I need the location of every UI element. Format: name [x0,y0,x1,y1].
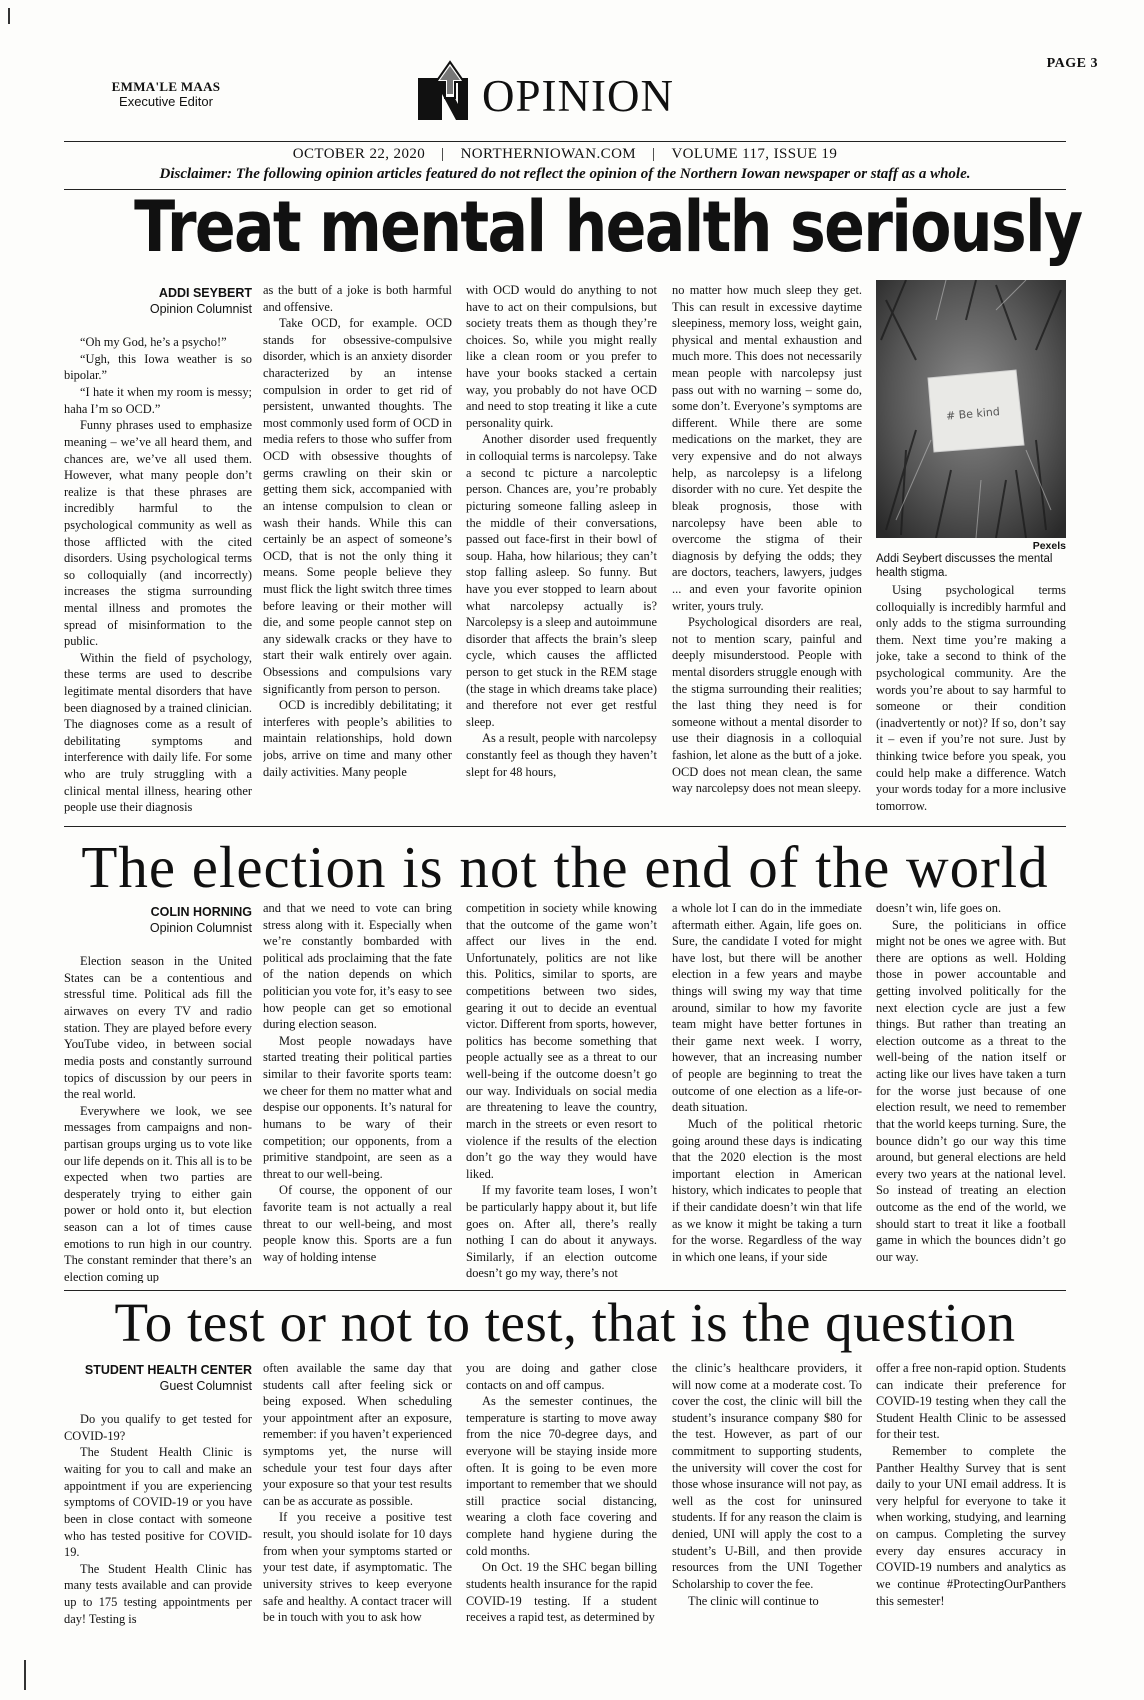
paragraph: Sure, the politicians in office might not be ones we agree with. But there are options as well. Holding those in power accountable and getting involved politically for the next election cycle are just a few things. But rather than treating an election outcome as a threat to the well-being of the nation itself or acting like our lives have taken a turn for the worse just because of one election result, we need to remember that the world keeps turning. Sure, the bounce didn’t go our way this time around, but general elections are held every two years at the national level. So instead of treating an election outcome as the end of the world, we should start to treat it like a football game in which the bounces didn’t go our way. [876,917,1066,1264]
paragraph: and that we need to vote can bring stress along with it. Especially when we’re constantly bombarded with political ads proclaiming that the fate of the nation depends on which politician you vote for, it’s easy to see how people can get so emotional during election season. [263,901,452,1032]
paragraph: Remember to complete the Panther Healthy Survey that is sent daily to your UNI email address. It is very helpful for everyone to take it when working, studying, and learning on campus. Completing the survey every day ensures accuracy in COVID-19 numbers and analytics as we continue #ProtectingOurPanthers this semester! [876,1444,1066,1608]
paragraph: “Ugh, this Iowa weather is so bipolar.” [64,351,252,383]
scan-mark [8,8,10,24]
editor-title: Executive Editor [119,93,213,109]
article2-column-1 [64,905,252,1283]
paragraph: no matter how much sleep they get. This can result in excessive daytime sleepiness, memory loss, weight gain, physical and mental exhaustion and much more. This does not necessarily mean people with narcolepsy just pass out with no warning – some do, some don’t. Everyone’s symptoms are different. While there are some medications on the market, they are very expensive and do not always help, as narcolepsy is a lifelong disorder with no cure. Yet despite the bleak prognosis, those with narcolepsy have been able to overcome the stigma of their diagnosis by defying the odds; they are doctors, teachers, lawyers, judges ... and even your favorite opinion writer, yours truly. [672,283,862,613]
paragraph: competition in society while knowing that the outcome of the game won’t affect our lives in the end. Unfortunately, politics are not like this. Politics, similar to sports, are competitions between two sides, gearing it out to decide an eventual victor. Different from sports, however, politics has become something that people actually see as a threat to our well-being if the outcome doesn’t go our way. Individuals on social media are threatening to leave the country, march in the streets or even resort to violence if the results of the election don’t go the way they would have liked. [466,901,657,1181]
article3-column-5 [876,1360,1066,1690]
disclaimer: Disclaimer: The following opinion articles featured do not reflect the opinion of the Northern Iowan newspaper or staff as a whole. [159,166,971,182]
article3-column-1 [64,1363,252,1693]
author-name: ADDI SEYBERT [158,286,252,300]
dateline-separator: | [652,146,656,162]
article1-column-2 [263,282,452,816]
article2-column-4 [672,900,862,1283]
headline: To test or not to test, that is the question [114,1292,1016,1353]
article2-column-5 [876,900,1066,1283]
editor-name: EMMA'LE MAAS [111,79,221,94]
paragraph: The clinic will continue to [688,1593,819,1608]
paragraph: Election season in the United States can be a contentious and stressful time. Political ads fill the airwaves on every TV and radio station. They are played before every YouTube video, in between social media posts and constantly surround topics of discussion by our peers in the real world. [64,954,252,1102]
be-kind-note-photo [876,280,1066,538]
paragraph: with OCD would do anything to not have to act on their compulsions, but society treats them as though they’re choices. So, while you might really like a clean room or you prefer to have your books stacked a certain way, you probably do not have OCD and need to stop treating it like a cute personality quirk. [466,283,657,430]
photo-caption: Addi Seybert discusses the mental health stigma. [876,553,1053,579]
paragraph: The Student Health Clinic has many tests available and can provide up to 175 testing appointments per day! Testing is [64,1561,252,1626]
paragraph: Much of the political rhetoric going around these days is indicating that the 2020 election is the most important election in American history, which indicates to people that if their candidate doesn’t win that life as we know it might be taking a turn for the worse. Regardless of the way in which one leans, if your side [672,1116,862,1264]
paragraph: Another disorder used frequently in colloquial terms is narcolepsy. Take a second tc picture a narcoleptic person. Chances are, you’re probably picturing someone falling asleep in the middle of their conversations, passed out face-first in their bowl of soup. Haha, how hilarious; they can’t stop falling asleep. So funny. But have you ever stopped to learn about what narcolepsy actually is? Narcolepsy is a sleep and autoimmune disorder that affects the brain’s sleep cycle, which causes the afflicted person to get stuck in the REM stage (the stage in which dreams take place) and therefore not ever get restful sleep. [466,432,657,729]
paragraph: The Student Health Clinic is waiting for you to call and make an appointment if you are experiencing symptoms of COVID-19 or you have been in close contact with someone who has tested positive for COVID-19. [64,1445,252,1560]
article1-column-4 [672,282,862,816]
paragraph: Do you qualify to get tested for COVID-19? [64,1412,252,1443]
byline [64,286,252,317]
article1-column-1 [64,286,252,816]
issue-date: OCTOBER 22, 2020 [292,146,426,162]
paragraph: If you receive a positive test result, you should isolate for 10 days from when your symptoms started or your test date, if asymptomatic. The university strives to keep everyone safe and healthy. A contact tracer will be in touch with you to ask how [263,1510,452,1625]
paragraph: you are doing and gather close contacts on and off campus. [466,1361,657,1392]
article1-column-5 [876,582,1066,816]
article-divider [64,1290,1066,1291]
section-title: OPINION [482,71,674,121]
paragraph: as the butt of a joke is both harmful and offensive. [263,283,452,314]
paragraph: Most people nowadays have started treating their political parties similar to their favorite sports team: we cheer for them no matter what and despise our opponents. It’s natural for humans to be wary of their competition; our opponents, from a primitive standpoint, are seen as a threat to our well-being. [263,1033,452,1181]
paragraph: On Oct. 19 the SHC began billing students health insurance for the rapid COVID-19 testing. If a student receives a rapid test, as determined by [466,1560,657,1625]
paragraph: “Oh my God, he’s a psycho!” [80,335,227,350]
note-text: # Be kind [945,405,1001,423]
paragraph: offer a free non-rapid option. Students can indicate their preference for COVID-19 testing when they call the Student Health Clinic to be assessed for their test. [876,1361,1066,1442]
author-name: STUDENT HEALTH CENTER [84,1363,252,1377]
scan-mark [24,1660,26,1690]
paragraph: Take OCD, for example. OCD stands for obsessive-compulsive disorder, which is an anxiety disorder characterized by an intense compulsion in order to get rid of persistent, unwanted thoughts. The most commonly used form of OCD in media refers to those who suffer from OCD with obsessive thoughts of germs crawling on their skin or getting them sick, accompanied with an intense compulsion to clean or wash their hands. While this can certainly be an aspect of someone’s OCD, that is not the only thing it means. Some people believe they must flick the light switch three times before leaving or their mother will die, and some people cannot step on any sidewalk cracks or they have to start their walk entirely over again. Obsessions and compulsions vary significantly from person to person. [263,316,452,696]
article3-column-2 [263,1360,452,1690]
editor-credit [86,80,246,110]
headline: Treat mental health seriously [134,186,1082,268]
paragraph: a whole lot I can do in the immediate aftermath either. Again, life goes on. Sure, the candidate I voted for might have lost, but there will be another election in a few years and maybe things will swing my way that time around, similar to how my favorite team might have better fortunes in their game next week. I worry, however, that an increasing number of people are beginning to treat the outcome of one election as a life-or-death situation. [672,901,862,1115]
paragraph: OCD is incredibly debilitating; it interferes with people’s abilities to maintain relationships, hold down jobs, arrive on time and many other daily activities. Many people [263,698,452,779]
paragraph: If my favorite team loses, I won’t be particularly happy about it, but life goes on. After all, there’s really nothing I can do about it anyways. Similarly, if an election outcome doesn’t go my way, there’s not [466,1183,657,1281]
northern-iowan-logo-icon [414,58,476,124]
author-role: Guest Columnist [159,1378,252,1393]
paragraph: “I hate it when my room is messy; haha I’m so OCD.” [64,385,252,416]
author-name: COLIN HORNING [150,905,252,919]
website: NORTHERNIOWAN.COM [460,146,637,162]
volume-issue: VOLUME 117, ISSUE 19 [671,146,838,162]
paragraph: Psychological disorders are real, not to mention scary, painful and deeply misunderstood. People with mental disorders struggle enough with the stigma surrounding their realities; the last thing they need is for someone without a mental disorder to use their diagnosis in a colloquial fashion, let alone as the butt of a joke. OCD does not mean clean, the same way narcolepsy does not mean sleepy. [672,615,862,796]
masthead-rule [64,141,1066,142]
byline [64,1363,252,1394]
article3-column-3 [466,1360,657,1690]
paragraph: As a result, people with narcolepsy constantly feel as though they haven’t slept for 48 hours, [466,731,657,779]
paragraph: As the semester continues, the temperature is starting to move away from the nice 70-degree days, and everyone will be staying inside more often. It is going to be even more important to remember that we should still practice social distancing, wearing a cloth face covering and complete hand hygiene during the cold months. [466,1394,657,1558]
headline: The election is not the end of the world [81,834,1049,900]
byline [64,905,252,936]
paragraph: the clinic’s healthcare providers, it will now come at a moderate cost. To cover the cost, the clinic will bill the student’s insurance company $80 for the test. However, as part of our commitment to supporting students, the university will cover the cost for those whose insurance will not pay, as well as the cost for uninsured students. If for any reason the claim is denied, UNI will apply the cost to a student’s U-Bill, and then provide resources from the UNI Together Scholarship to cover the fee. [672,1361,862,1591]
dateline [64,146,1066,163]
paragraph: Everywhere we look, we see messages from campaigns and non-partisan groups urging us to vote like our life depends on it. This all is to be expected when two parties are desperately trying to either gain power or hold onto it, but election season can a lot of times cause emotions to run high in our country. The constant reminder that there’s an election coming up [64,1103,252,1283]
paragraph: Funny phrases used to emphasize meaning – we’ve all heard them, and chances are, we’ve all used them. However, what many people don’t realize is that these phrases are incredibly harmful to the psychological community as well as those afflicted with the cited disorders. Using psychological terms so colloquially (and incorrectly) increases the stigma surrounding mental illness and promotes the spread of misinformation to the public. [64,418,252,649]
page-number: PAGE 3 [1046,56,1098,71]
article-divider [64,826,1066,827]
paragraph: doesn’t win, life goes on. [876,901,1002,915]
article2-column-2 [263,900,452,1283]
paragraph: Using psychological terms colloquially is incredibly harmful and only adds to the stigma surrounding them. Next time you’re making a joke, take a second to think of the psychological community. Are the words you’re about to say harmful to someone or their condition (inadvertently or not)? If so, don’t say it – even if you’re not sure. Just by thinking twice before you speak, you could help make a difference. Watch your words today for a more inclusive tomorrow. [876,583,1066,813]
dateline-separator: | [441,146,445,162]
article2-column-3 [466,900,657,1283]
author-role: Opinion Columnist [149,920,252,935]
article1-column-3 [466,282,657,816]
article-photo [876,280,1066,538]
paragraph: often available the same day that students call after feeling sick or being exposed. When scheduling your appointment after an exposure, remember: if you haven’t experienced symptoms yet, the nurse will schedule your test four days after your exposure so that your test results can be as accurate as possible. [263,1361,452,1508]
photo-credit: Pexels [1032,540,1066,552]
paragraph: Within the field of psychology, these terms are used to describe legitimate mental disorders that have been diagnosed by a trained clinician. The diagnoses come as a result of debilitating symptoms and interference with daily life. For some who are truly struggling with a clinical mental illness, hearing other people use their diagnosis [64,650,252,815]
article3-column-4 [672,1360,862,1690]
author-role: Opinion Columnist [149,301,252,316]
paragraph: Of course, the opponent of our favorite team is not actually a real threat to our well-being, and most people know this. Sports are a fun way of holding intense [263,1183,452,1264]
